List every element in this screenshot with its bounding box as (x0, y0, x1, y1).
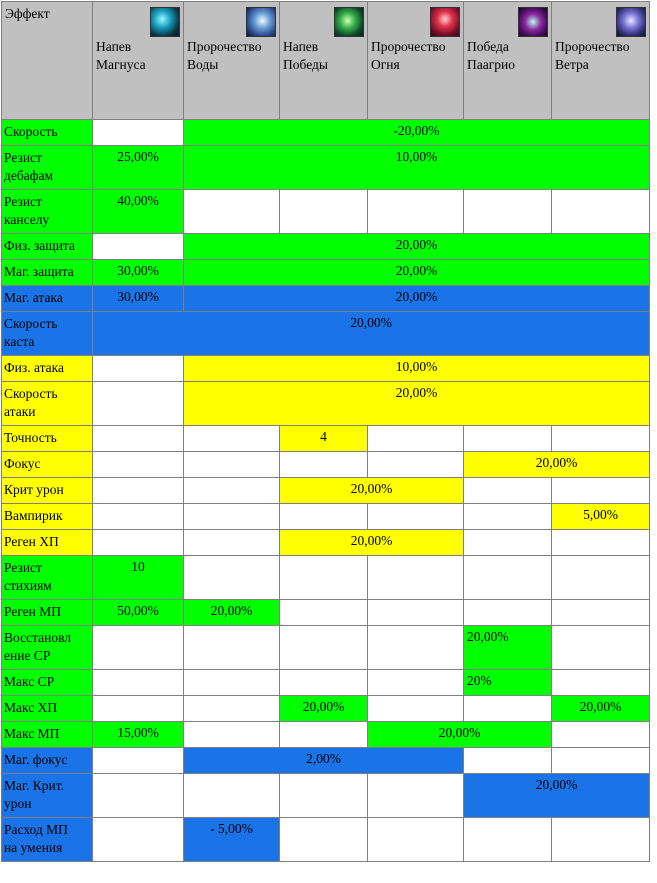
effect-label: Расход МП на умения (2, 818, 93, 862)
value-cell (93, 426, 184, 452)
value-cell (368, 426, 464, 452)
value-cell (93, 748, 184, 774)
value-cell (552, 478, 650, 504)
value-cell: 10 (93, 556, 184, 600)
value-cell (464, 426, 552, 452)
value-cell: 30,00% (93, 260, 184, 286)
value-cell: 2,00% (184, 748, 464, 774)
value-cell: 20,00% (464, 626, 552, 670)
effect-label: Физ. атака (2, 356, 93, 382)
value-cell (552, 748, 650, 774)
value-cell (93, 626, 184, 670)
value-cell (184, 696, 280, 722)
value-cell (184, 556, 280, 600)
value-cell (368, 818, 464, 862)
table-row (2, 600, 650, 626)
value-cell (552, 670, 650, 696)
table-row (2, 556, 650, 600)
value-cell (184, 504, 280, 530)
value-cell (280, 190, 368, 234)
value-cell (368, 696, 464, 722)
value-cell: - 5,00% (184, 818, 280, 862)
value-cell (552, 626, 650, 670)
value-cell (93, 774, 184, 818)
effect-label: Резист стихиям (2, 556, 93, 600)
value-cell (552, 556, 650, 600)
effect-label: Вампирик (2, 504, 93, 530)
effect-label: Резист канселу (2, 190, 93, 234)
table-row (2, 818, 650, 862)
effect-label: Макс ХП (2, 696, 93, 722)
value-cell (368, 190, 464, 234)
table-row (2, 234, 650, 260)
table-row (2, 748, 650, 774)
value-cell (368, 504, 464, 530)
effect-label: Макс МП (2, 722, 93, 748)
value-cell: 20,00% (280, 478, 464, 504)
value-cell (184, 626, 280, 670)
value-cell: 10,00% (184, 356, 650, 382)
effect-label: Фокус (2, 452, 93, 478)
value-cell (552, 722, 650, 748)
table-row (2, 478, 650, 504)
table-row (2, 356, 650, 382)
column-header-paagrio-victory: Победа Паагрио (464, 2, 552, 120)
column-header-water-prophecy: Пророчество Воды (184, 2, 280, 120)
value-cell (280, 722, 368, 748)
value-cell (464, 600, 552, 626)
value-cell (552, 530, 650, 556)
effect-label: Скорость атаки (2, 382, 93, 426)
column-header-fire-prophecy: Пророчество Огня (368, 2, 464, 120)
effect-label: Точность (2, 426, 93, 452)
table-row (2, 260, 650, 286)
effect-label: Скорость (2, 120, 93, 146)
victory-chant-icon (334, 7, 364, 37)
value-cell: 4 (280, 426, 368, 452)
value-cell (552, 190, 650, 234)
table-row (2, 312, 650, 356)
value-cell: 40,00% (93, 190, 184, 234)
value-cell (280, 774, 368, 818)
table-row (2, 626, 650, 670)
value-cell (464, 556, 552, 600)
value-cell: 30,00% (93, 286, 184, 312)
value-cell (552, 818, 650, 862)
value-cell: 15,00% (93, 722, 184, 748)
value-cell: 5,00% (552, 504, 650, 530)
wind-prophecy-icon (616, 7, 646, 37)
value-cell: 20% (464, 670, 552, 696)
buff-comparison-table (1, 1, 650, 862)
value-cell: 25,00% (93, 146, 184, 190)
value-cell (93, 356, 184, 382)
value-cell (368, 626, 464, 670)
value-cell (93, 530, 184, 556)
value-cell: 20,00% (464, 452, 650, 478)
value-cell (280, 452, 368, 478)
effect-label: Физ. защита (2, 234, 93, 260)
value-cell (184, 722, 280, 748)
table-row (2, 382, 650, 426)
effect-column-header: Эффект (2, 2, 93, 120)
value-cell (184, 190, 280, 234)
value-cell (464, 478, 552, 504)
column-header-wind-prophecy: Пророчество Ветра (552, 2, 650, 120)
value-cell (464, 530, 552, 556)
value-cell (184, 670, 280, 696)
table-row (2, 696, 650, 722)
table-row (2, 146, 650, 190)
value-cell: 20,00% (280, 696, 368, 722)
water-prophecy-icon (246, 7, 276, 37)
value-cell: 20,00% (184, 382, 650, 426)
value-cell: 20,00% (184, 234, 650, 260)
value-cell (184, 478, 280, 504)
table-row (2, 452, 650, 478)
effect-label: Реген ХП (2, 530, 93, 556)
effect-label: Маг. защита (2, 260, 93, 286)
table-row (2, 670, 650, 696)
effect-label: Скорость каста (2, 312, 93, 356)
table-row (2, 722, 650, 748)
value-cell (93, 670, 184, 696)
table-row (2, 530, 650, 556)
value-cell (280, 556, 368, 600)
column-header-magnus-chant: Напев Магнуса (93, 2, 184, 120)
value-cell (93, 818, 184, 862)
value-cell (368, 600, 464, 626)
value-cell (464, 190, 552, 234)
header-row (2, 2, 650, 120)
value-cell: -20,00% (184, 120, 650, 146)
value-cell (368, 452, 464, 478)
value-cell (464, 696, 552, 722)
effect-label: Крит урон (2, 478, 93, 504)
effect-label: Маг. атака (2, 286, 93, 312)
value-cell (93, 382, 184, 426)
value-cell (93, 504, 184, 530)
magnus-chant-icon (150, 7, 180, 37)
table-row (2, 190, 650, 234)
value-cell: 20,00% (93, 312, 650, 356)
column-header-victory-chant: Напев Победы (280, 2, 368, 120)
effect-label: Резист дебафам (2, 146, 93, 190)
value-cell (280, 626, 368, 670)
value-cell (184, 530, 280, 556)
value-cell (552, 600, 650, 626)
value-cell (368, 670, 464, 696)
fire-prophecy-icon (430, 7, 460, 37)
value-cell (280, 504, 368, 530)
value-cell (93, 120, 184, 146)
table-row (2, 504, 650, 530)
table-row (2, 120, 650, 146)
table-row (2, 426, 650, 452)
value-cell (464, 748, 552, 774)
value-cell (464, 818, 552, 862)
effect-label: Восстановл ение СР (2, 626, 93, 670)
value-cell: 20,00% (368, 722, 552, 748)
effect-label: Маг. Крит. урон (2, 774, 93, 818)
value-cell (280, 600, 368, 626)
table-row (2, 286, 650, 312)
paagrio-victory-icon (518, 7, 548, 37)
value-cell (93, 478, 184, 504)
effect-label: Маг. фокус (2, 748, 93, 774)
effect-label: Макс СР (2, 670, 93, 696)
effect-label: Реген МП (2, 600, 93, 626)
value-cell (93, 452, 184, 478)
value-cell (184, 426, 280, 452)
value-cell (184, 452, 280, 478)
value-cell (93, 234, 184, 260)
value-cell (184, 774, 280, 818)
value-cell: 50,00% (93, 600, 184, 626)
table-row (2, 774, 650, 818)
value-cell (368, 774, 464, 818)
value-cell (280, 670, 368, 696)
value-cell: 20,00% (280, 530, 464, 556)
value-cell (552, 426, 650, 452)
value-cell: 20,00% (464, 774, 650, 818)
value-cell: 20,00% (184, 286, 650, 312)
value-cell (93, 696, 184, 722)
value-cell: 20,00% (184, 600, 280, 626)
value-cell (280, 818, 368, 862)
value-cell: 20,00% (552, 696, 650, 722)
value-cell: 10,00% (184, 146, 650, 190)
value-cell (464, 504, 552, 530)
value-cell (368, 556, 464, 600)
value-cell: 20,00% (184, 260, 650, 286)
